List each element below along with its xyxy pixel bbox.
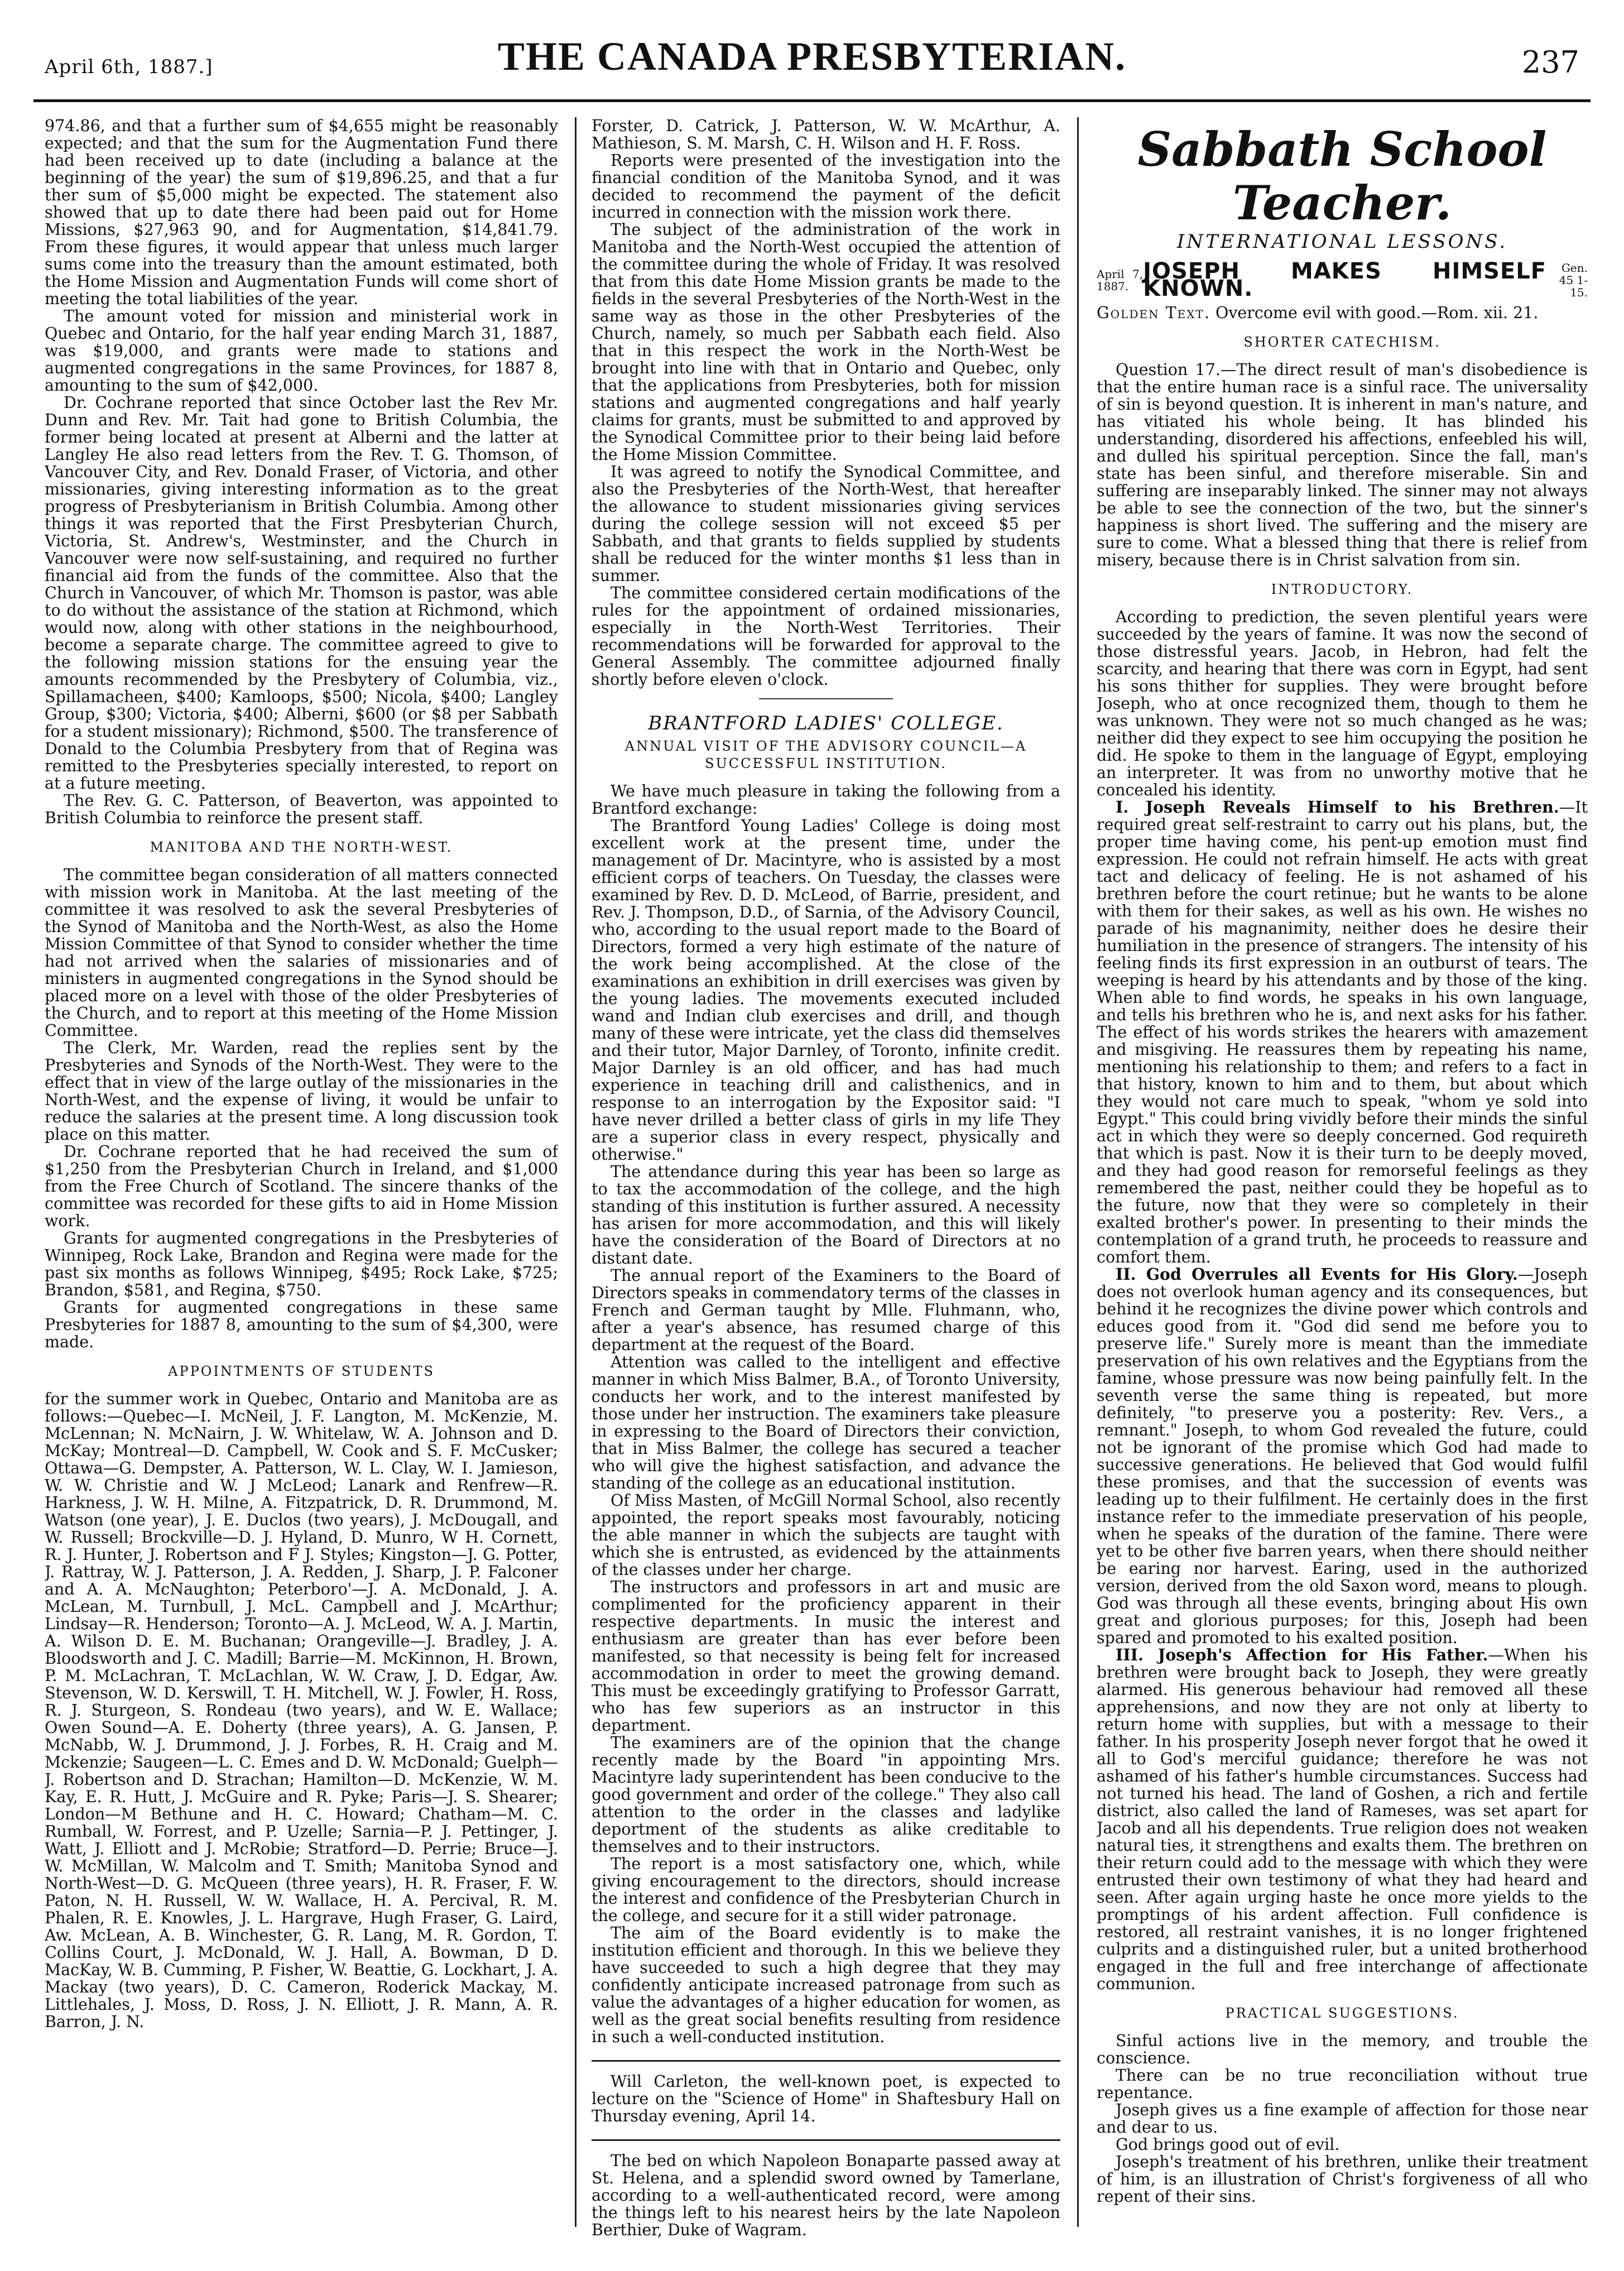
point-heading: II. God Overrules all Events for His Glory. [1116,1265,1518,1284]
international-lessons-heading: INTERNATIONAL LESSONS. [1176,231,1508,253]
paragraph: Question 17.—The direct result of man's disobedience is that the entire human race is a sinful race. The universality of sin is beyond question. It is inherent in man's nature, and has vitiated his whole being. It has blinded his understanding, disordered his affections, enfeebled his will, and dulled his spiritual perception. Since the fall, man's state has been sinful, and therefore miserable. Sin and suffering are inseparably linked. The sinner may not always be able to see the connection of the two, but the sinner's happiness is short lived. The suffering and the misery are sure to come. What a blessed thing that there is relief from misery, because there is in Christ salvation from sin. [1097,361,1588,569]
lesson-title: JOSEPH MAKES HIMSELF KNOWN. [1143,258,1547,301]
paragraph: Forster, D. Catrick, J. Patterson, W. W. McArthur, A. Mathieson, S. M. Marsh, C. H. Wilson and H. F. Ross. [592,117,1060,152]
paragraph: The annual report of the Examiners to the Board of Directors speaks in commendatory terms of the classes in French and German taught by Mlle. Fluhmann, who, after a year's absence, has resumed charge of this department at the request of the Board. [592,1266,1060,1354]
paragraph: The instructors and professors in art and music are complimented for the proficiency apparent in their respective departments. In music the interest and enthusiasm are greater than has ever before been manifested, so that necessity is being felt for increased accommodation in order to meet the growing demand. This must be exceedingly gratifying to Professor Garratt, who has few superiors as an instructor in this department. [592,1578,1060,1735]
paragraph: Dr. Cochrane reported that he had received the sum of $1,250 from the Presbyterian Church in Ireland, and $1,000 from the Free Church of Scotland. The sincere thanks of the committee was recorded for these gifts to aid in Home Mission work. [45,1142,558,1230]
point-body: —When his brethren were brought back to Joseph, they were greatly alarmed. His generous behaviour had removed all these apprehensions, and now they are not only at liberty to return home with supplies, but with a message to their father. In his prosperity Joseph never forgot that he owed it all to God's merciful guidance; therefore he was not ashamed of his father's humble circumstances. Success had not turned his head. The land of Goshen, a rich and fertile district, also called the land of Rameses, was set apart for Jacob and all his dependents. True religion does not weaken natural ties, it strengthens and exalts them. The brethren on their return could add to the message with which they were entrusted their own testimony of what they had heard and seen. After again urging haste he once more yields to the promptings of his ardent affection. Full confidence is restored, all restraint vanishes, it is no longer frightened culprits and a distinguished ruler, but a united brotherhood engaged in the full and free interchange of affectionate communion. [1097,1646,1588,1993]
paragraph: The subject of the administration of the work in Manitoba and the North-West occupied the attention of the committee during the whole of Friday. It was resolved that from this date Home Mission grants be made to the fields in the several Presbyteries of the North-West in the same way as those in the other Presbyteries of the Church, namely, so much per Sabbath each field. Also that in this respect the work in the North-West be brought into line with that in Ontario and Quebec, only that the applications from Presbyteries, both for mission stations and augmented congregations and half yearly claims for grants, must be submitted to and approved by the Synodical Committee prior to their being laid before the Home Mission Committee. [592,220,1060,464]
issue-date: April 6th, 1887.] [45,56,213,78]
suggestion: Joseph gives us a fine example of affection for those near and dear to us. [1097,2101,1588,2136]
page-number: 237 [1521,45,1579,80]
point-body: —Joseph does not overlook human agency and its consequences, but behind it he recognizes the divine power which controls and educes good from it. "God did send me before you to preserve life." Surely more is meant than the immediate preservation of his own relatives and the Egyptians from the famine, whose pressure was now being painfully felt. In the seventh verse the same thing is repeated, but more definitely, "to preserve you a posterity: Rev. Vers., a remnant." Joseph, to whom God revealed the future, could not be ignorant of the promise which God had made to successive generations. He believed that God would fulfil these promises, and that the succession of events was leading up to their fulfilment. He certainly does in the first instance refer to the immediate preservation of his people, when he speaks of the duration of the famine. There were yet to be other five barren years, when there should neither be earing nor harvest. Earing, used in the authorized version, derived from the old Saxon word, means to plough. God was through all these events, bringing about His own great and glorious purposes; for this, Joseph had been spared and promoted to his exalted position. [1097,1265,1588,1647]
suggestion: Joseph's treatment of his brethren, unlike their treatment of him, is an illustration of Christ's forgiveness of all who repent of their sins. [1097,2153,1588,2206]
column-3 [1097,117,1588,2238]
paragraph: It was agreed to notify the Synodical Committee, and also the Presbyteries of the North-West, that hereafter the allowance to student missionaries giving services during the college session will not exceed $5 per Sabbath, and that grants to fields supplied by students shall be reduced for the winter months $1 less than in summer. [592,463,1060,585]
subheading-catechism: SHORTER CATECHISM. [1243,334,1441,350]
golden-text-label: Golden Text. [1097,304,1210,322]
lesson-point [1097,1266,1588,1646]
news-item-carleton: Will Carleton, the well-known poet, is expected to lecture on the "Science of Home" in Shaftesbury Hall on Thursday evening, April 14. [592,2072,1060,2125]
section-subtitle: ANNUAL VISIT OF THE ADVISORY COUNCIL—A SUCCESSFUL INSTITUTION. [624,738,1027,771]
subheading-manitoba: MANITOBA AND THE NORTH-WEST. [150,839,453,855]
paragraph: The amount voted for mission and ministerial work in Quebec and Ontario, for the half year ending March 31, 1887, was $19,000, and grants were made to stations and augmented congregations in the same Provinces, for 1887 8, amounting to the sum of $42,000. [45,307,558,395]
paragraph: The aim of the Board evidently is to make the institution efficient and thorough. In this we believe they have succeeded to such a high degree that they may confidently anticipate increased patronage from such as value the advantages of a higher education for women, as well as the great social benefits resulting from residence in such a well-conducted institution. [592,1924,1060,2046]
paragraph: The report is a most satisfactory one, which, while giving encouragement to the directors, should increase the interest and confidence of the Presbyterian Church in the college, and secure for it a still wider patronage. [592,1855,1060,1925]
lesson-point [1097,799,1588,1266]
paragraph: Of Miss Masten, of McGill Normal School, also recently appointed, the report speaks most favourably, noticing the able manner in which the subjects are taught with which she is entrusted, as evidenced by the attainments of the classes under her charge. [592,1491,1060,1579]
golden-text [1097,304,1588,321]
paragraph: The examiners are of the opinion that the change recently made by the Board "in appointing Mrs. Macintyre lady superintendent has been conducive to the good government and order of the college." They also call attention to the order in the classes and ladylike deportment of the students as alike creditable to themselves and to their instructors. [592,1734,1060,1856]
paragraph: According to prediction, the seven plentiful years were succeeded by the years of famine. It was now the second of those distressful years. Jacob, in Hebron, had felt the scarcity, and hearing that there was corn in Egypt, had sent his sons thither for supplies. They were brought before Joseph, who at once recognized them, though to them he was unknown. They were not so much changed as he was; neither did they expect to see him occupying the position he did. He spoke to them in the language of Egypt, employing an interpreter. It was from no unworthy motive that he concealed his identity. [1097,608,1588,799]
divider [759,698,893,699]
page-header [33,17,1591,100]
paragraph: for the summer work in Quebec, Ontario and Manitoba are as follows:—Quebec—I. McNeil, J. F. Langton, M. McKenzie, M. McLennan; N. McNairn, J. W. Whitelaw, W. A. Johnson and D. McKay; Montreal—D. Campbell, W. Cook and S. F. McCusker; Ottawa—G. Dempster, A. Patterson, W. L. Clay, W. I. Jamieson, W. W. Christie and W. J McLeod; Lanark and Renfrew—R. Harkness, J. W. H. Milne, A. Fitzpatrick, D. R. Drummond, M. Watson (one year), J. E. Duclos (two years), J. McDougall, and W. Russell; Brockville—D. J. Hyland, D. Munro, W H. Cornett, R. J. Hunter, J. Robertson and F J. Styles; Kingston—J. G. Potter, J. Rattray, W. J. Patterson, J. A. Redden, J. Sharp, J. P. Falconer and A. A. McNaughton; Peterboro'—J. A. McDonald, J. A. McLean, M. Turnbull, J. McL. Campbell and J. McArthur; Lindsay—R. Henderson; Toronto—A. J. McLeod, W. A. J. Martin, A. Wilson D. E. M. Buchanan; Orangeville—J. Bradley, J. A. Bloodsworth and J. C. Madill; Barrie—M. McKinnon, H. Brown, P. M. McLachran, T. McLachlan, W. W. Craw, J. D. Edgar, Aw. Stevenson, W. D. Kerswill, T. H. Mitchell, W. J. Fowler, H. Ross, R. J. Sturgeon, S. Rondeau (two years), and W. E. Wallace; Owen Sound—A. E. Doherty (three years), A. G. Jansen, P. McNabb, W. J. Drummond, J. J. Forbes, R. H. Craig and M. Mckenzie; Saugeen—L. C. Emes and D. W. McDonald; Guelph—J. Robertson and D. Strachan; Hamilton—D. McKenzie, W. M. Kay, E. R. Hutt, J. McGuire and R. Pyke; Paris—J. S. Shearer; London—M Bethune and H. C. Howard; Chatham—M. C. Rumball, W. Forrest, and P. Uzelle; Sarnia—P. J. Pettinger, J. Watt, J. Elliott and J. McRobie; Stratford—D. Perrie; Bruce—J. W. McMillan, W. Malcolm and T. Smith; Manitoba Synod and North-West—D. G. McQueen (three years), H. R. Fraser, F. W. Paton, N. H. Russell, W. W. Wallace, H. A. Percival, R. M. Phalen, R. E. Knowles, J. L. Hargrave, Hugh Fraser, G. Laird, Aw. McLean, A. B. Winchester, G. R. Lang, M. R. Gordon, T. Collins Court, J. McDonald, W. J. Hall, A. Bowman, D D. MacKay, W. B. Cumming, P. Fisher, W. Beattie, G. Lockhart, J. A. Mackay (two years), D. C. Cameron, Roderick Mackay, M. Littlehales, J. Moss, D. Ross, J. N. Elliott, J. R. Mann, A. R. Barron, J. N. [45,1390,558,2031]
subheading-introductory: INTRODUCTORY. [1271,582,1414,597]
paragraph: The committee began consideration of all matters connected with mission work in Manitoba. At the last meeting of the committee it was resolved to ask the several Presbyteries of the Synod of Manitoba and the North-West, as also the Home Mission Committee of that Synod to consider whether the time had not arrived when the salaries of missionaries and of ministers in augmented congregations in the Synod should be placed more on a level with those of the older Presbyteries of the Church, and to report at this meeting of the Home Mission Committee. [45,866,558,1040]
column-divider [575,117,576,2227]
paragraph: The Brantford Young Ladies' College is doing most excellent work at the present time, under the management of Dr. Macintyre, who is assisted by a most efficient corps of teachers. On Tuesday, the classes were examined by Rev. D. D. McLeod, of Barrie, president, and Rev. J. Thompson, D.D., of Sarnia, of the Advisory Council, who, according to the usual report made to the Board of Directors, formed a very high estimate of the nature of the work being accomplished. At the close of the examinations an exhibition in drill exercises was given by the young ladies. The movements executed included wand and Indian club exercises and drill, and though many of these were intricate, yet the class did themselves and their tutor, Major Darnley, of Toronto, infinite credit. Major Darnley is an old officer, and has had much experience in teaching drill and calisthenics, and in response to an interrogation by the Expositor said: "I have never drilled a better class of girls in my life They are a superior class in every respect, physically and otherwise." [592,817,1060,1164]
newspaper-title: THE CANADA PRESBYTERIAN. [497,34,1127,79]
masthead-sabbath-school-teacher: Sabbath School Teacher. [1137,122,1547,231]
suggestion: Sinful actions live in the memory, and trouble the conscience. [1097,2032,1588,2067]
suggestion: There can be no true reconciliation without true repentance. [1097,2066,1588,2102]
paragraph: 974.86, and that a further sum of $4,655 might be reasonably expected; and that the sum for the Augmentation Fund there had been received up to date (including a balance at the beginning of the year) the sum of $19,896.25, and that a fur ther sum of $5,000 might be expected. The statement also showed that up to date there had been paid out for Home Missions, $27,963 90, and for Augmentation, $14,841.79. From these figures, it would appear that unless much larger sums come into the treasury than the amount estimated, both the Home Mission and Augmentation Funds will come short of meeting the total liabilities of the year. [45,117,558,308]
paragraph: Grants for augmented congregations in these same Presbyteries for 1887 8, amounting to the sum of $4,300, were made. [45,1298,558,1351]
lesson-date: April 7, 1887. [1097,267,1143,293]
header-rule [33,99,1591,105]
suggestion: God brings good out of evil. [1116,2135,1340,2154]
point-heading: III. Joseph's Affection for His Father. [1116,1645,1488,1664]
divider [592,2060,1060,2062]
paragraph: The Rev. G. C. Patterson, of Beaverton, was appointed to British Columbia to reinforce the present staff. [45,791,558,827]
column-2 [592,117,1060,2238]
point-heading: I. Joseph Reveals Himself to his Brethren. [1116,798,1559,817]
paragraph: Reports were presented of the investigation into the financial condition of the Manitoba Synod, and it was decided to recommend the payment of the deficit incurred in connection with the mission work there. [592,151,1060,222]
paragraph: The attendance during this year has been so large as to tax the accommodation of the college, and the high standing of this institution is further assured. A necessity has arisen for more accommodation, and this will likely have the consideration of the Board of Directors at no distant date. [592,1163,1060,1267]
golden-text-body: Overcome evil with good.—Rom. xii. 21. [1215,304,1539,322]
subheading-appointments: APPOINTMENTS OF STUDENTS [168,1363,435,1379]
subheading-practical: PRACTICAL SUGGESTIONS. [1225,2005,1459,2021]
paragraph: We have much pleasure in taking the following from a Brantford exchange: [592,782,1060,818]
section-title-brantford: BRANTFORD LADIES' COLLEGE. [648,712,1004,734]
news-item-napoleon: The bed on which Napoleon Bonaparte passed away at St. Helena, and a splendid sword owned by Tamerlane, according to a well-authenticated record, were among the things left to his nearest heirs by the late Napoleon Berthier, Duke of Wagram. [592,2152,1060,2238]
lesson-point [1097,1646,1588,1992]
lesson-heading [1097,258,1588,301]
paragraph: Dr. Cochrane reported that since October last the Rev Mr. Dunn and Rev. Mr. Tait had gone to British Columbia, the former being located at present at Alberni and the latter at Langley He also read letters from the Rev. T. G. Thomson, of Vancouver City, and Rev. Donald Fraser, of Victoria, and other missionaries, giving interesting information as to the great progress of Presbyterianism in British Columbia. Among other things it was reported that the First Presbyterian Church, Victoria, St. Andrew's, Westminster, and the Church in Vancouver were now self-sustaining, and required no further financial aid from the funds of the committee. Also that the Church in Vancouver, of which Mr. Thomson is pastor, was able to do without the assistance of the station at Richmond, which would now, along with other stations in the neighbourhood, become a separate charge. The committee agreed to give to the following mission stations for the ensuing year the amounts recommended by the Presbytery of Columbia, viz., Spillamacheen, $400; Kamloops, $500; Nicola, $400; Langley Group, $300; Victoria, $400; Alberni, $600 (or $8 per Sabbath for a student missionary); Richmond, $500. The transference of Donald to the Columbia Presbytery from that of Regina was remitted to the Presbyteries specially interested, to report on at a future meeting. [45,393,558,793]
paragraph: The committee considered certain modifications of the rules for the appointment of ordained missionaries, especially in the North-West Territories. Their recommendations will be forwarded for approval to the General Assembly. The committee adjourned finally shortly before eleven o'clock. [592,584,1060,689]
divider [592,2139,1060,2141]
paragraph: Grants for augmented congregations in the Presbyteries of Winnipeg, Rock Lake, Brandon and Regina were made for the past six months as follows Winnipeg, $495; Rock Lake, $725; Brandon, $581, and Regina, $750. [45,1229,558,1299]
column-divider [1077,117,1079,2227]
point-body: —It required great self-restraint to carry out his plans, but, the proper time having come, his pent-up emotion must find expression. He could not refrain himself. He acts with great tact and delicacy of feeling. He is not ashamed of his brethren before the court retinue; but he wants to be alone with them for their sakes, as well as his own. He wishes no parade of his magnanimity, neither does he desire their humiliation in the presence of strangers. The intensity of his feeling finds its first expression in an outburst of tears. The weeping is heard by his attendants and by those of the king. When able to find words, he speaks in his own language, and tells his brethren who he is, and next asks for his father. The effect of his words strikes the hearers with amazement and misgiving. He reassures them by repeating his name, mentioning his relationship to them; and refers to a fact in that history, known to him and to them, but about which they would not care much to speak, "whom ye sold into Egypt." This could bring vividly before their minds the sinful act in which they were so deeply concerned. God requireth that which is past. Now it is their turn to be deeply moved, and they had good reason for remorseful feelings as they remembered the past, neither could they be hopeful as to the future, now that they were so completely in their exalted brother's power. In presenting to their minds the contemplation of a grand truth, he proceeds to reassure and comfort them. [1097,798,1588,1266]
paragraph: The Clerk, Mr. Warden, read the replies sent by the Presbyteries and Synods of the North-West. They were to the effect that in view of the large outlay of the missionaries in the North-West, and the expense of living, it would be unfair to reduce the salaries at the present time. A long discussion took place on this matter. [45,1039,558,1144]
lesson-reference: Gen. 45 1-15. [1559,261,1588,299]
column-1 [45,117,558,2238]
paragraph: Attention was called to the intelligent and effective manner in which Miss Balmer, B.A., of Toronto University, conducts her work, and to the interest manifested by those under her instruction. The examiners take pleasure in expressing to the Board of Directors their conviction, that in Miss Balmer, the college has secured a teacher who will give the highest satisfaction, and advance the standing of the college as an educational institution. [592,1353,1060,1492]
